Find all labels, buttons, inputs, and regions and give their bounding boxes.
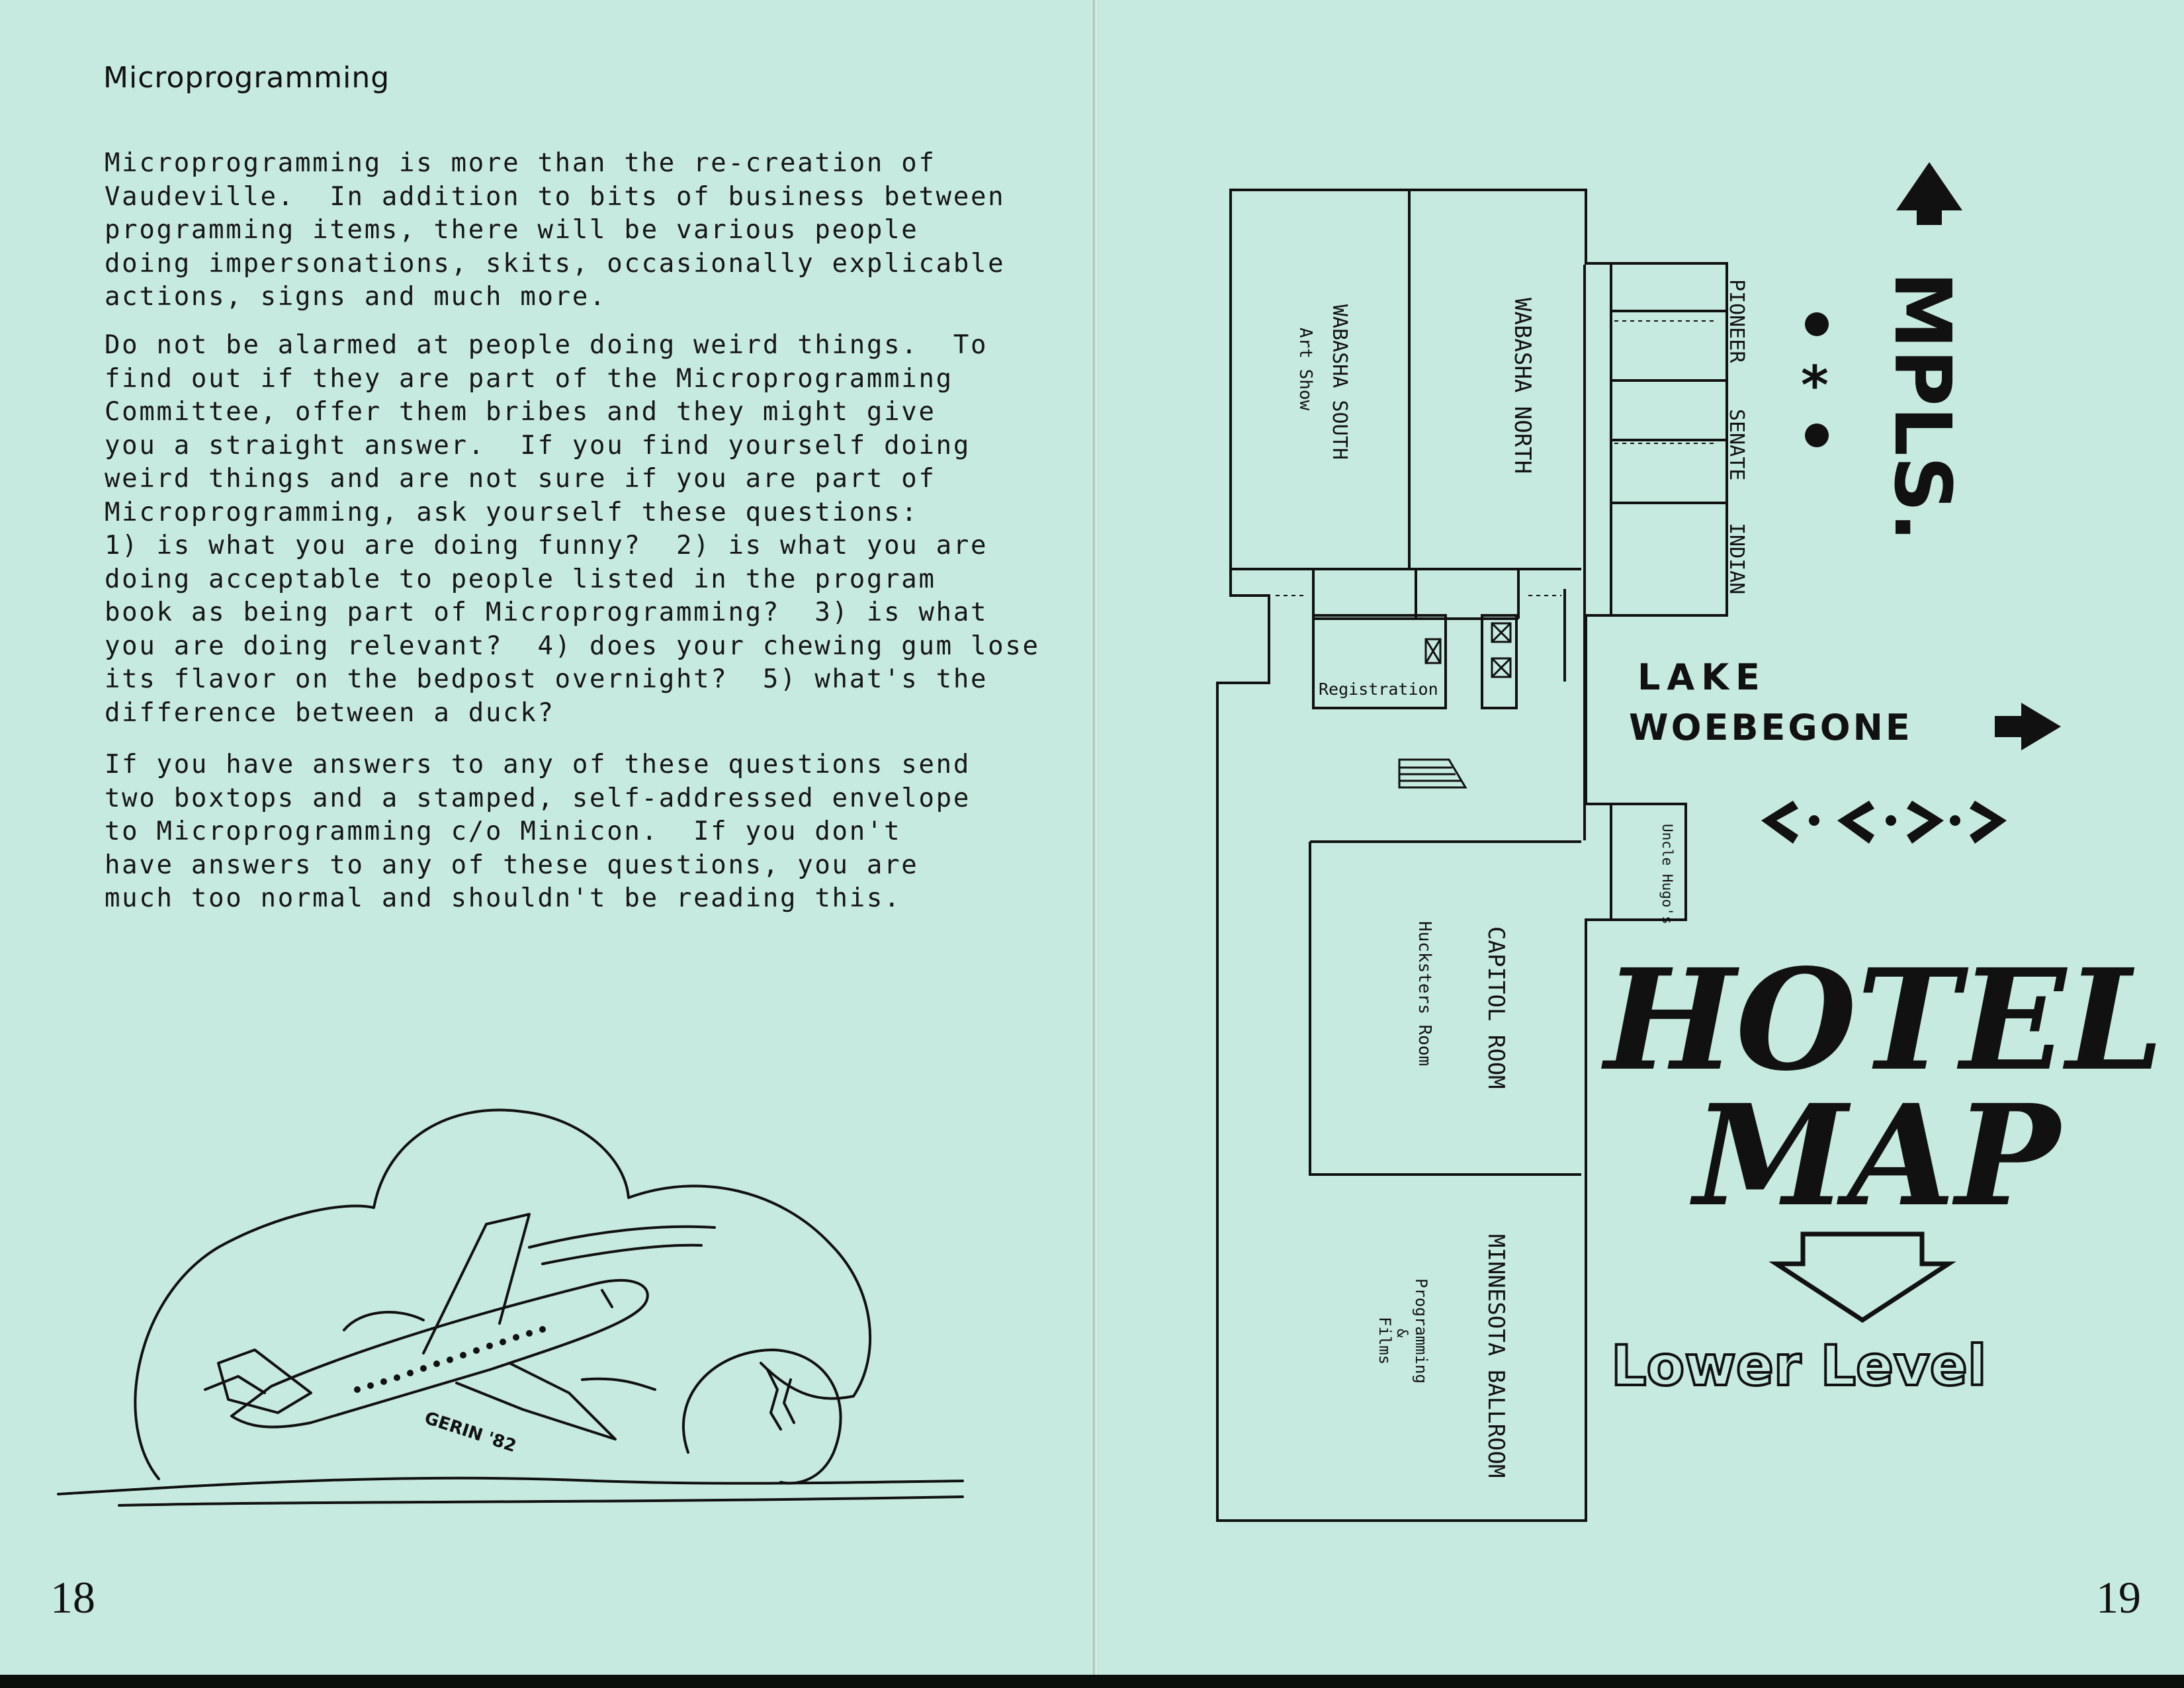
left-page bbox=[0, 0, 1096, 1675]
lower-level-label: Lower Level bbox=[1611, 1333, 1987, 1398]
airplane-wing bbox=[423, 1214, 529, 1353]
text-line: much too normal and shouldn't be reading this. bbox=[105, 883, 902, 913]
text-line: difference between a duck? bbox=[105, 697, 555, 728]
text-line: its flavor on the bedpost overnight? 5) what's the bbox=[105, 664, 988, 694]
text-line: you are doing relevant? 4) does your chewing gum lose bbox=[105, 631, 1040, 661]
text-line: 1) is what you are doing funny? 2) is what you are bbox=[105, 531, 988, 560]
room-label-wabasha-south: WABASHA SOUTH bbox=[1328, 304, 1351, 460]
airplane-stabilizer bbox=[205, 1376, 265, 1393]
hotel-map-title-line2: MAP bbox=[1694, 1074, 2060, 1237]
room-label-art-show: Art Show bbox=[1295, 328, 1315, 411]
svg-text:*: * bbox=[1801, 355, 1829, 416]
room-label-registration: Registration bbox=[1319, 680, 1438, 699]
room-label-pioneer: PIONEER bbox=[1725, 279, 1748, 363]
page-number: 18 bbox=[50, 1572, 95, 1622]
text-line: two boxtops and a stamped, self-addressed envelope bbox=[105, 783, 971, 813]
room-label-hucksters-room: Hucksters Room bbox=[1415, 921, 1434, 1067]
airplane-fuselage bbox=[232, 1280, 648, 1427]
text-line: Do not be alarmed at people doing weird things. To bbox=[105, 330, 988, 360]
chevron-ornament-icon bbox=[1761, 801, 2007, 844]
ground-line bbox=[58, 1478, 963, 1494]
text-line: Vaudeville. In addition to bits of business between bbox=[105, 181, 1006, 212]
hotel-map-title-line1: HOTEL bbox=[1604, 938, 2164, 1102]
text-line: book as being part of Microprogramming? 3) is what bbox=[105, 598, 988, 627]
text-line: Microprogramming, ask yourself these questions: bbox=[105, 497, 919, 527]
text-line: weird things and are not sure if you are part of bbox=[105, 464, 936, 494]
room-label-uncle-hugos: Uncle Hugo's bbox=[1659, 824, 1675, 924]
room-label-senate: SENATE bbox=[1725, 409, 1748, 481]
duck-sketch bbox=[767, 1370, 794, 1429]
room-label-films: Films bbox=[1376, 1317, 1394, 1365]
floor-plan bbox=[1217, 190, 1727, 1521]
right-page bbox=[1098, 0, 2184, 1675]
text-line: actions, signs and much more. bbox=[105, 282, 607, 312]
text-line: doing impersonations, skits, occasionally explicable bbox=[105, 248, 1006, 279]
text-line: Microprogramming is more than the re-creation of bbox=[105, 148, 936, 178]
room-label-programming: Programming bbox=[1412, 1278, 1430, 1384]
room-label-minnesota-ballroom: MINNESOTA BALLROOM bbox=[1483, 1234, 1509, 1478]
stairs-icon bbox=[1399, 760, 1465, 787]
cloud-outline bbox=[683, 1350, 841, 1484]
room-label-wabasha-north: WABASHA NORTH bbox=[1509, 298, 1536, 474]
airplane-cockpit bbox=[602, 1290, 612, 1307]
mpls-label: MPLS. bbox=[1877, 271, 1968, 542]
speed-line bbox=[543, 1245, 701, 1264]
text-line: to Microprogramming c/o Minicon. If you don't bbox=[105, 817, 902, 846]
speed-line bbox=[582, 1379, 655, 1390]
lake-label: LAKE bbox=[1638, 656, 1767, 698]
hotel-map bbox=[1098, 0, 2184, 1675]
artist-signature: GERIN '82 bbox=[421, 1408, 519, 1457]
room-label-ampersand: & bbox=[1393, 1329, 1410, 1338]
building-outline bbox=[1217, 190, 1727, 1521]
woebegone-label: WOEBEGONE bbox=[1629, 707, 1913, 748]
text-line: you a straight answer. If you find yourself doing bbox=[105, 430, 971, 461]
room-label-capitol-room: CAPITOL ROOM bbox=[1483, 926, 1509, 1089]
text-line: have answers to any of these questions, you are bbox=[105, 850, 919, 880]
airplane-illustration bbox=[0, 0, 1096, 1675]
ground-line bbox=[119, 1497, 963, 1505]
cloud-outline bbox=[344, 1312, 423, 1330]
text-line: Committee, offer them bribes and they might give bbox=[105, 397, 936, 427]
arrow-right-icon bbox=[1995, 703, 2061, 750]
text-line: find out if they are part of the Microprogramming bbox=[105, 363, 953, 394]
arrow-down-icon bbox=[1776, 1234, 1948, 1320]
text-line: If you have answers to any of these questions send bbox=[105, 750, 971, 779]
text-line: programming items, there will be various people bbox=[105, 215, 919, 245]
airplane-tail bbox=[218, 1350, 311, 1413]
page-number: 19 bbox=[2096, 1572, 2141, 1622]
page-heading: Microprogramming bbox=[103, 61, 390, 95]
elevator-icon bbox=[1426, 623, 1510, 677]
room-label-indian: INDIAN bbox=[1725, 523, 1748, 595]
arrow-up-icon bbox=[1896, 162, 1962, 225]
dots-ornament-icon bbox=[1801, 312, 1829, 447]
text-line: doing acceptable to people listed in the program bbox=[105, 564, 936, 594]
